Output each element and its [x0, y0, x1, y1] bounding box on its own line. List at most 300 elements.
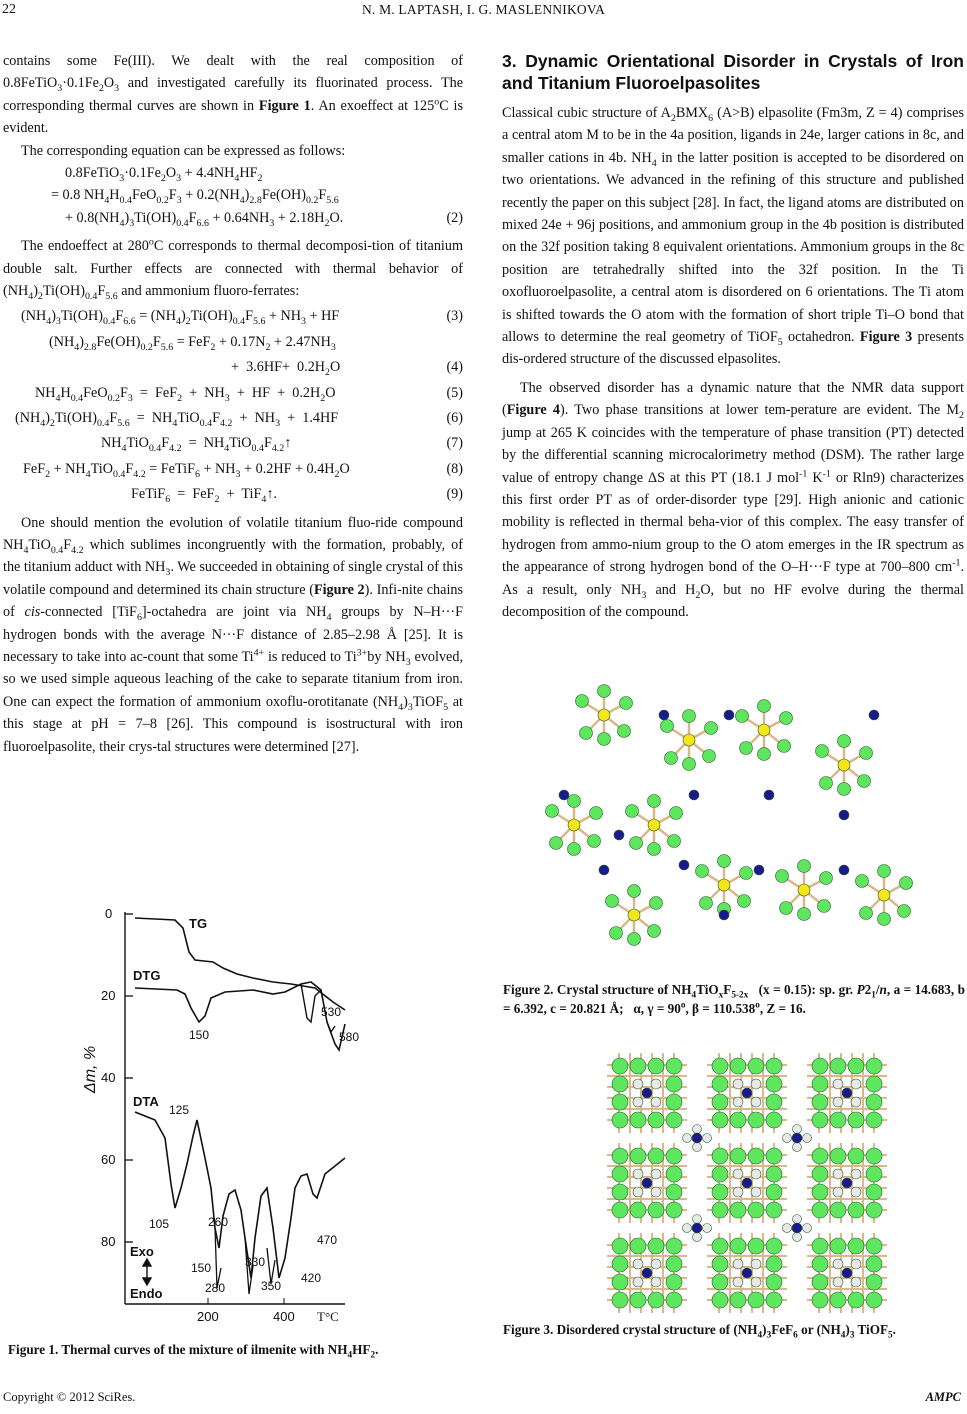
fluorine-atom [666, 1184, 682, 1200]
fluorine-atom [546, 805, 559, 818]
running-head: N. M. LAPTASH, I. G. MASLENNIKOVA [361, 2, 606, 17]
fluorine-atom [866, 1166, 882, 1182]
fluorine-atom [712, 1292, 728, 1308]
fluorine-atom [860, 907, 873, 920]
fluorine-atom [818, 900, 831, 913]
hydrogen-atom [651, 1259, 661, 1269]
fluorine-atom [712, 1184, 728, 1200]
fluorine-atom [630, 1238, 646, 1254]
fluorine-atom [766, 1148, 782, 1164]
fluorine-atom [618, 725, 631, 738]
fluorine-atom [648, 1148, 664, 1164]
hydrogen-atom [733, 1169, 743, 1179]
hydrogen-atom [633, 1097, 643, 1107]
hydrogen-atom [833, 1079, 843, 1089]
fluorine-atom [738, 895, 751, 908]
fluorine-atom [610, 927, 623, 940]
fluorine-atom [666, 1256, 682, 1272]
fluorine-atom [866, 1184, 882, 1200]
hydrogen-atom [683, 1224, 692, 1233]
fluorine-atom [830, 1202, 846, 1218]
fluorine-atom [766, 1274, 782, 1290]
fluorine-atom [812, 1202, 828, 1218]
fluorine-atom [612, 1256, 628, 1272]
fluorine-atom [820, 777, 833, 790]
fluorine-atom [590, 807, 603, 820]
figure-2-atoms [546, 685, 913, 946]
nitrogen-atom [599, 865, 609, 875]
fluorine-atom [648, 795, 661, 808]
fluorine-atom [612, 1148, 628, 1164]
hydrogen-atom [833, 1259, 843, 1269]
titanium-atom [758, 724, 770, 736]
fluorine-atom [780, 902, 793, 915]
fluorine-atom [848, 1112, 864, 1128]
hydrogen-atom [783, 1224, 792, 1233]
journal-name: AMPC [925, 1390, 961, 1404]
fluorine-atom [696, 865, 709, 878]
peak-label: 530 [321, 1005, 342, 1019]
fluorine-atom [718, 855, 731, 868]
hydrogen-atom [803, 1134, 812, 1143]
peak-label: 580 [339, 1030, 360, 1044]
fluorine-atom [866, 1148, 882, 1164]
fluorine-atom [628, 933, 641, 946]
titanium-atom [683, 734, 695, 746]
page-header [0, 0, 967, 30]
x-tick-label: 400 [273, 1309, 295, 1324]
fluorine-atom [838, 783, 851, 796]
titanium-atom [798, 884, 810, 896]
fluorine-atom [648, 843, 661, 856]
nitrogen-atom [792, 1223, 802, 1233]
equation-3: $(NH_4)_3Ti(OH)_{0.4}F_{6.6} = (NH_4)_2Ti(OH)_{0.4}F_{5.6} + NH_3$ + HF (3) [3, 305, 463, 327]
equation-2-line-3: + $0.8(NH_4)_3Ti(OH)_{0.4}F_{6.6} + 0.64NH_3 + 2.18H_2O$. (2) [3, 207, 463, 229]
fluorine-atom [748, 1202, 764, 1218]
titanium-atom [718, 879, 730, 891]
fluorine-atom [812, 1094, 828, 1110]
fluorine-atom [856, 875, 869, 888]
nitrogen-atom [764, 790, 774, 800]
nitrogen-atom [869, 710, 879, 720]
hydrogen-atom [851, 1187, 861, 1197]
peak-label: 260 [208, 1215, 229, 1229]
hydrogen-atom [733, 1097, 743, 1107]
hydrogen-atom [751, 1187, 761, 1197]
equation-number: (3) [446, 308, 463, 325]
fluorine-atom [758, 700, 771, 713]
dtg-curve [135, 982, 345, 1050]
hydrogen-atom [693, 1233, 702, 1242]
hydrogen-atom [693, 1215, 702, 1224]
y-tick-label: 40 [101, 1070, 116, 1085]
fluorine-atom [612, 1094, 628, 1110]
hydrogen-atom [793, 1233, 802, 1242]
fluorine-atom [648, 1292, 664, 1308]
paragraph: One should mention the evolution of volatile titanium fluo-ride compound $NH_4TiO_{0.4}F_{4.2}$ which sublimes incongruently with the formation, probably, of the titanium adduct with $NH_3$. We succeeded in obtaining of single crystal of this volatile compound and determined its chain structure (Figure 2). Infi-nite chains of cis-connected [TiF$_6$]-octahedra are joint via $NH_4$ groups by N–H···F hydrogen bonds with the average N···F distance of 2.85–2.98 Å [25]. It is necessary to take into ac-count that some $Ti^{4+}$ is reduced to $Ti^{3+}by$ $NH_3$ evolved, so we used simple aqueous leaching of the cake to separate titanium from iron. One can expect the formation of ammonium oxoflu-orotitanate $(NH_4)_3TiOF_5$ at this stage at pH = 7–8 [26]. This compound is isostructural with iron fluoroelpasolite, their crys-tal structures were determined [27]. [3, 514, 464, 755]
fluorine-atom [848, 1058, 864, 1074]
fluorine-atom [866, 1256, 882, 1272]
right-column [502, 50, 964, 623]
equation-9: FeTiF$_6$ = FeF$_2$ + TiF$_4$↑. (9) [3, 483, 463, 505]
fluorine-atom [740, 867, 753, 880]
fluorine-atom [612, 1238, 628, 1254]
fluorine-atom [748, 1148, 764, 1164]
fluorine-atom [712, 1094, 728, 1110]
equation-number: (7) [446, 435, 463, 452]
hydrogen-atom [633, 1079, 643, 1089]
nitrogen-atom [842, 1088, 852, 1098]
fluorine-atom [612, 1166, 628, 1182]
hydrogen-atom [633, 1277, 643, 1287]
hydrogen-atom [751, 1259, 761, 1269]
figure-2-crystal-structure [544, 675, 924, 965]
hydrogen-atom [851, 1097, 861, 1107]
fluorine-atom [766, 1166, 782, 1182]
fluorine-atom [900, 877, 913, 890]
fluorine-atom [683, 710, 696, 723]
fluorine-atom [612, 1184, 628, 1200]
fluorine-atom [838, 735, 851, 748]
fluorine-atom [898, 905, 911, 918]
peak-label: 150 [189, 1028, 210, 1042]
y-tick-label: 80 [101, 1234, 116, 1249]
y-tick-label: 60 [101, 1152, 116, 1167]
fluorine-atom [612, 1076, 628, 1092]
fluorine-atom [748, 1292, 764, 1308]
hydrogen-atom [833, 1277, 843, 1287]
fluorine-atom [848, 1202, 864, 1218]
fluorine-atom [665, 752, 678, 765]
fluorine-atom [766, 1292, 782, 1308]
nitrogen-atom [719, 910, 729, 920]
fluorine-atom [878, 865, 891, 878]
fluorine-atom [878, 913, 891, 926]
figure-3-caption: Figure 3. Disordered crystal structure of $(NH_4)_3FeF_6$ or $(NH_4)_3$ TiOF$_5$. [503, 1322, 896, 1340]
fluorine-atom [612, 1292, 628, 1308]
titanium-atom [598, 709, 610, 721]
fluorine-atom [848, 1238, 864, 1254]
fluorine-atom [812, 1274, 828, 1290]
exo-label: Exo [130, 1244, 154, 1259]
fluorine-atom [866, 1238, 882, 1254]
nitrogen-atom [742, 1088, 752, 1098]
fluorine-atom [820, 872, 833, 885]
nitrogen-atom [742, 1178, 752, 1188]
fluorine-atom [816, 745, 829, 758]
hydrogen-atom [651, 1277, 661, 1287]
equation-5: $NH_4H_{0.4}FeO_{0.2}F_3 = FeF_2 + NH_3$ + HF + $0.2H_2O$ (5) [3, 382, 463, 404]
hydrogen-atom [851, 1169, 861, 1179]
fluorine-atom [612, 1058, 628, 1074]
fluorine-atom [866, 1076, 882, 1092]
y-axis-label: Δm, % [82, 1045, 99, 1093]
paragraph: contains some Fe(III). We dealt with the real composition of $0.8FeTiO_3\cdot 0.1Fe_2O_3$ and investigated carefully its fluorinated process. The corresponding thermal curves are shown in Figure 1. An exoeffect at 125$^o$C is evident. [3, 53, 463, 137]
fluorine-atom [812, 1076, 828, 1092]
nitrogen-atom [689, 790, 699, 800]
fluorine-atom [598, 733, 611, 746]
fluorine-atom [766, 1058, 782, 1074]
fluorine-atom [648, 1238, 664, 1254]
fluorine-atom [748, 1058, 764, 1074]
fluorine-atom [860, 747, 873, 760]
fluorine-atom [712, 1058, 728, 1074]
nitrogen-atom [642, 1178, 652, 1188]
fluorine-atom [730, 1238, 746, 1254]
fluorine-atom [866, 1202, 882, 1218]
fluorine-atom [666, 1148, 682, 1164]
x-tick-label: 200 [197, 1309, 219, 1324]
nitrogen-atom [642, 1268, 652, 1278]
curve-label: DTG [133, 968, 161, 983]
peak-label: 105 [149, 1217, 170, 1231]
hydrogen-atom [803, 1224, 812, 1233]
fluorine-atom [766, 1076, 782, 1092]
curve-label: DTA [133, 1094, 159, 1109]
fluorine-atom [606, 895, 619, 908]
peak-label: 420 [301, 1271, 322, 1285]
hydrogen-atom [793, 1143, 802, 1152]
nitrogen-atom [679, 860, 689, 870]
peak-label: 150 [191, 1261, 212, 1275]
fluorine-atom [798, 908, 811, 921]
fluorine-atom [780, 712, 793, 725]
hydrogen-atom [833, 1187, 843, 1197]
fluorine-atom [705, 722, 718, 735]
paragraph: The observed disorder has a dynamic nature that the NMR data support (Figure 4). Two phase transitions at lower tem-perature are evident. The $M_2$ jump at 265 K coincides with the temperature of phase transition (PT) detected by the differential scanning microcalorimetry method (DSM). The rather large value of entropy change ΔS at this PT (18.1 J mol$^{-1}$ $K^{-1}$ or Rln9) characterizes this first order PT as of order-disorder type [29]. High anionic and cationic mobility is reflected in thermal beha-vior of this complex. The easy transfer of hydrogen from ammo-nium group to the O atom emerges in the IR spectrum as the appearance of strong hydrogen bond of the O–H···F type at 700–800 $cm^{-1}$. As a result, only $NH_3$ and $H_2O$, but no HF evolve during the thermal decomposition of the compound. [502, 379, 964, 620]
y-tick-marks [125, 914, 133, 1242]
fluorine-atom [858, 775, 871, 788]
nitrogen-atom [842, 1268, 852, 1278]
fluorine-atom [666, 1076, 682, 1092]
endo-label: Endo [130, 1286, 163, 1301]
fluorine-atom [550, 837, 563, 850]
fluorine-atom [576, 695, 589, 708]
fluorine-atom [588, 835, 601, 848]
paragraph: The corresponding equation can be expressed as follows: [21, 142, 346, 159]
hydrogen-atom [703, 1224, 712, 1233]
figure-3-disordered-structure [607, 1048, 887, 1310]
fluorine-atom [830, 1112, 846, 1128]
fluorine-atom [812, 1058, 828, 1074]
titanium-atom [838, 759, 850, 771]
tg-curve [135, 918, 345, 1010]
fluorine-atom [766, 1112, 782, 1128]
hydrogen-atom [733, 1277, 743, 1287]
fluorine-atom [630, 1058, 646, 1074]
fluorine-atom [748, 1112, 764, 1128]
equation-7: $NH_4TiO_{0.4}F_{4.2}$ = $NH_4TiO_{0.4}F_{4.2}↑$ (7) [3, 432, 463, 454]
curve-label: TG [189, 916, 208, 931]
peak-label: 350 [261, 1279, 282, 1293]
fluorine-atom [866, 1292, 882, 1308]
nitrogen-atom [692, 1133, 702, 1143]
fluorine-atom [666, 1094, 682, 1110]
paragraph: Classical cubic structure of $A_2BMX_6$ (A>B) elpasolite (Fm3m, Z = 4) comprises a central atom M to be in the 4a position, ligands in 24e, larger cations in 8c, and smaller cations in 4b. $NH_4$ in the latter position is accepted to be disordered on two orientations. We advanced in the refining of this structure and published recently the paper on this subject [28]. In fact, the ligand atoms are distributed on mixed 24e + 96j positions, and ammonium group in the 4b position is distributed on the 32f position taking 8 equivalent orientations. Ammonium groups in the 8c position are tetrahedrally shifted into the 32f position. In the Ti oxofluoroelpasolite, a central atom is disordered on 6 orientations. The Ti atom is shifted towards the O atom with the formation of short triple Ti–O bond that allows to determine the real geometry of TiOF$_5$ octahedron. Figure 3 presents dis-ordered structure of the discussed elpasolites. [502, 105, 964, 368]
fluorine-atom [866, 1274, 882, 1290]
fluorine-atom [712, 1238, 728, 1254]
y-tick-label: 20 [101, 988, 116, 1003]
equation-number: (6) [446, 409, 463, 426]
fluorine-atom [666, 1292, 682, 1308]
fluorine-atom [812, 1256, 828, 1272]
fluorine-atom [830, 1058, 846, 1074]
hydrogen-atom [633, 1187, 643, 1197]
paragraph: The endoeffect at 280$^o$C corresponds to thermal decomposi-tion of titanium double salt. Further effects are connected with thermal behavior of $(NH_4)_2Ti(OH)_{0.4}F_{5.6}$ and ammonium fluoro-ferrates: [3, 236, 463, 302]
fluorine-atom [630, 1202, 646, 1218]
exo-endo-arrow-icon [143, 1259, 151, 1285]
figure-3-atoms [607, 1053, 887, 1313]
fluorine-atom [730, 1202, 746, 1218]
hydrogen-atom [751, 1097, 761, 1107]
figure-2-caption: Figure 2. Crystal structure of $NH_4TiO_xF_{5-2x}$ (x = 0.15): sp. gr. $P2_1/n$, a = 14.683, b = 6.392, c = 20.821 Å; α, $\gamma = 90^o$, $\beta = 110.538^o$, Z = 16. [503, 982, 965, 1016]
equation-4-line-2: + $3.6HF+ 0.2H_2O$ (4) [3, 356, 463, 378]
fluorine-atom [798, 860, 811, 873]
fluorine-atom [666, 1274, 682, 1290]
fluorine-atom [712, 1202, 728, 1218]
fluorine-atom [628, 885, 641, 898]
hydrogen-atom [651, 1097, 661, 1107]
fluorine-atom [620, 697, 633, 710]
peak-label: 470 [317, 1233, 338, 1247]
nitrogen-atom [659, 710, 669, 720]
left-column [3, 50, 463, 758]
fluorine-atom [630, 1148, 646, 1164]
peak-label: 280 [205, 1281, 226, 1295]
copyright: Copyright © 2012 SciRes. [3, 1390, 136, 1404]
fluorine-atom [666, 1238, 682, 1254]
hydrogen-atom [783, 1134, 792, 1143]
fluorine-atom [666, 1202, 682, 1218]
fluorine-atom [712, 1274, 728, 1290]
y-tick-label: 0 [105, 906, 113, 921]
hydrogen-atom [751, 1169, 761, 1179]
nitrogen-atom [692, 1223, 702, 1233]
fluorine-atom [712, 1112, 728, 1128]
hydrogen-atom [733, 1079, 743, 1089]
fluorine-atom [848, 1148, 864, 1164]
fluorine-atom [648, 925, 661, 938]
fluorine-atom [866, 1058, 882, 1074]
equation-number: (5) [446, 384, 463, 401]
figure-1-caption: Figure 1. Thermal curves of the mixture of ilmenite with $NH_4HF_2$. [8, 1342, 379, 1360]
fluorine-atom [812, 1166, 828, 1182]
fluorine-atom [568, 843, 581, 856]
hydrogen-atom [633, 1259, 643, 1269]
figure-1-thermal-curves [82, 898, 460, 1328]
dta-curve [135, 1112, 345, 1278]
titanium-atom [568, 819, 580, 831]
fluorine-atom [830, 1148, 846, 1164]
fluorine-atom [712, 1166, 728, 1182]
equation-number: (8) [446, 460, 463, 477]
page-number: 22 [2, 2, 16, 17]
equation-2-line-2: = 0.8 $NH_4H_{0.4}FeO_{0.2}F_3 + 0.2(NH_4)_{2.8}Fe(OH)_{0.2}F_{5.6}$ [51, 187, 339, 207]
nitrogen-atom [842, 1178, 852, 1188]
fluorine-atom [766, 1184, 782, 1200]
equation-number: (9) [446, 486, 463, 503]
fluorine-atom [568, 795, 581, 808]
fluorine-atom [630, 1292, 646, 1308]
equation-2-line-1: $0.8FeTiO_3\cdot 0.1Fe_2O_3 + 4.4NH_4HF_2$ [65, 165, 263, 184]
fluorine-atom [612, 1112, 628, 1128]
nitrogen-atom [754, 865, 764, 875]
fluorine-atom [736, 710, 749, 723]
fluorine-atom [626, 805, 639, 818]
hydrogen-atom [651, 1079, 661, 1089]
hydrogen-atom [633, 1169, 643, 1179]
nitrogen-atom [839, 865, 849, 875]
fluorine-atom [630, 837, 643, 850]
fluorine-atom [666, 1112, 682, 1128]
hydrogen-atom [683, 1134, 692, 1143]
fluorine-atom [670, 807, 683, 820]
fluorine-atom [730, 1292, 746, 1308]
equation-8: $FeF_2 + NH_4TiO_{0.4}F_{4.2}$ = FeTiF$_6$ + $NH_3 + 0.2HF + 0.4H_2O$ (8) [3, 458, 463, 480]
hydrogen-atom [651, 1169, 661, 1179]
hydrogen-atom [833, 1097, 843, 1107]
fluorine-atom [730, 1058, 746, 1074]
fluorine-atom [580, 727, 593, 740]
fluorine-atom [703, 750, 716, 763]
fluorine-atom [666, 1058, 682, 1074]
hydrogen-atom [693, 1143, 702, 1152]
fluorine-atom [866, 1112, 882, 1128]
fluorine-atom [830, 1238, 846, 1254]
fluorine-atom [812, 1184, 828, 1200]
hydrogen-atom [733, 1187, 743, 1197]
fluorine-atom [758, 748, 771, 761]
fluorine-atom [766, 1238, 782, 1254]
fluorine-atom [700, 897, 713, 910]
hydrogen-atom [733, 1259, 743, 1269]
equation-4-line-1: $(NH_4)_{2.8}Fe(OH)_{0.2}F_{5.6} = FeF_2 + 0.17N_2 + 2.47NH_3$ [49, 333, 336, 353]
fluorine-atom [776, 870, 789, 883]
fluorine-atom [866, 1094, 882, 1110]
fluorine-atom [668, 835, 681, 848]
fluorine-atom [812, 1238, 828, 1254]
fluorine-atom [630, 1112, 646, 1128]
nitrogen-atom [642, 1088, 652, 1098]
hydrogen-atom [751, 1277, 761, 1287]
hydrogen-atom [851, 1259, 861, 1269]
hydrogen-atom [793, 1215, 802, 1224]
peak-label: 125 [169, 1103, 190, 1117]
titanium-atom [628, 909, 640, 921]
fluorine-atom [766, 1094, 782, 1110]
fluorine-atom [648, 1058, 664, 1074]
nitrogen-atom [742, 1268, 752, 1278]
titanium-atom [648, 819, 660, 831]
fluorine-atom [830, 1292, 846, 1308]
hydrogen-atom [751, 1079, 761, 1089]
equation-number: (4) [446, 359, 463, 376]
fluorine-atom [766, 1202, 782, 1218]
nitrogen-atom [839, 810, 849, 820]
nitrogen-atom [614, 830, 624, 840]
nitrogen-atom [559, 790, 569, 800]
hydrogen-atom [793, 1125, 802, 1134]
equation-6: $(NH_4)_2Ti(OH)_{0.4}F_{5.6} = NH_4TiO_{0.4}F_{4.2} + NH_3 + 1.4HF$ (6) [3, 407, 463, 429]
hydrogen-atom [651, 1187, 661, 1197]
fluorine-atom [812, 1112, 828, 1128]
equation-number: (2) [446, 209, 463, 226]
fluorine-atom [683, 758, 696, 771]
fluorine-atom [650, 897, 663, 910]
fluorine-atom [648, 1202, 664, 1218]
fluorine-atom [812, 1292, 828, 1308]
section-title: 3. Dynamic Orientational Disorder in Crystals of Iron and Titanium Fluoroelpasolites [502, 51, 964, 93]
